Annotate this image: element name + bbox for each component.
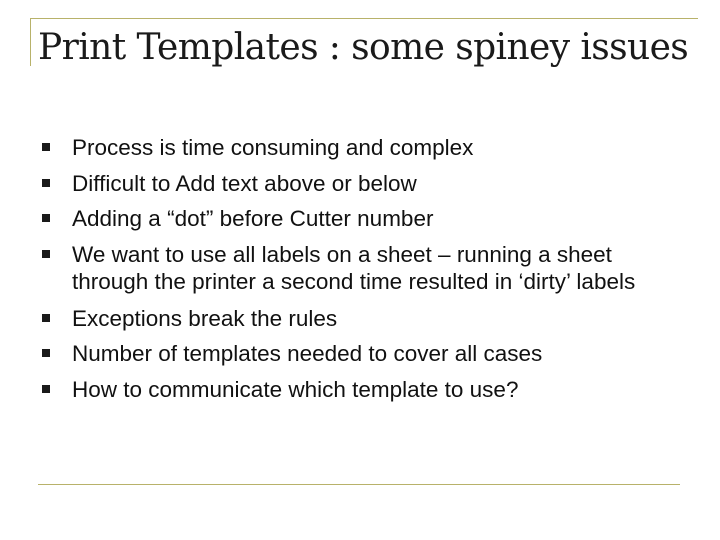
bullet-text: How to communicate which template to use? [72,376,519,402]
title-frame-left-rule [30,18,31,66]
square-bullet-icon [42,143,50,151]
square-bullet-icon [42,385,50,393]
square-bullet-icon [42,179,50,187]
bullet-text: Adding a “dot” before Cutter number [72,206,434,231]
bullet-item [42,340,682,368]
bullet-text: Number of templates needed to cover all cases [72,341,543,366]
title-frame-top-rule [30,18,698,19]
bullet-text: Process is time consuming and complex [72,135,474,160]
footer-rule [38,484,680,485]
square-bullet-icon [42,314,50,322]
bullet-item [42,305,682,333]
square-bullet-icon [42,349,50,357]
bullet-item [42,205,682,233]
bullet-item [42,376,682,404]
bullet-list [42,134,682,411]
square-bullet-icon [42,250,50,258]
bullet-text: Difficult to Add text above or below [72,170,417,196]
slide-title: Print Templates : some spiney issues [38,27,689,68]
square-bullet-icon [42,214,50,222]
bullet-item [42,241,682,296]
bullet-item [42,134,682,162]
bullet-text: Exceptions break the rules [72,305,338,331]
bullet-text: We want to use all labels on a sheet – running a sheet through the printer a second time resulted in ‘dirty’ labels [72,241,636,294]
bullet-item [42,170,682,198]
